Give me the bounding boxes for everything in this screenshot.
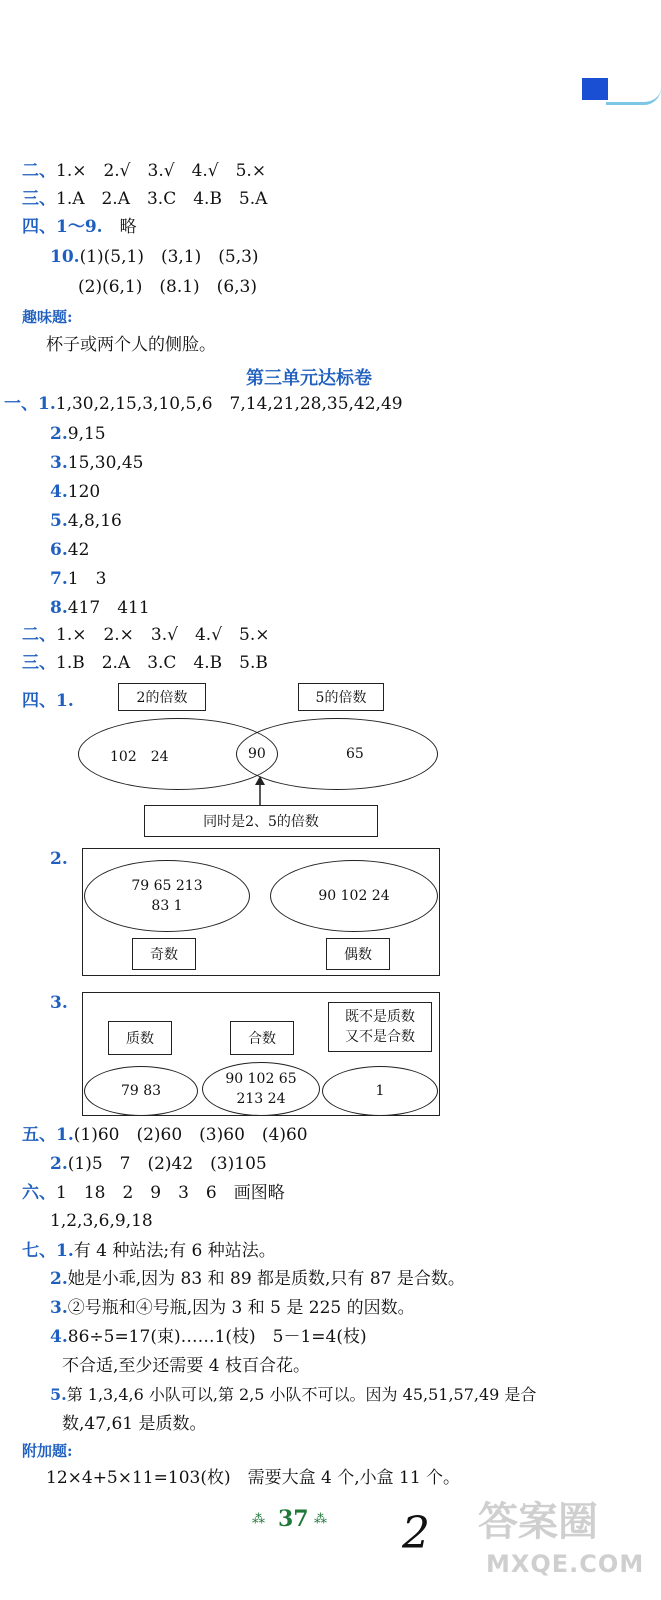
answer-text: 1.× 2.× 3.√ 4.√ 5.× — [56, 625, 270, 645]
answer-text: (1)60 (2)60 (3)60 (4)60 — [73, 1125, 308, 1145]
item-number: 三、 — [22, 189, 56, 209]
answer-line — [50, 246, 259, 268]
answer-line — [50, 1297, 415, 1319]
venn-left-label: 2的倍数 — [118, 683, 206, 711]
item-number: 5. — [50, 511, 68, 531]
unit-title: 第三单元达标卷 — [246, 368, 372, 389]
watermark-url: MXQE.COM — [486, 1550, 645, 1578]
answer-line — [50, 568, 106, 590]
answer-line — [50, 1153, 267, 1175]
answer-text: 她是小乖,因为 83 和 89 都是质数,只有 87 是合数。 — [67, 1269, 465, 1289]
answer-text: 9,15 — [67, 424, 106, 444]
answer-line — [22, 690, 74, 712]
neither-label: 既不是质数 又不是合数 — [328, 1002, 432, 1052]
answer-text: 86÷5=17(束)……1(枝) 5－1=4(枝) — [67, 1327, 367, 1347]
page-number: 37 — [278, 1506, 309, 1532]
item-number: 二、 — [22, 625, 56, 645]
answer-line — [50, 597, 150, 619]
watermark-logo: 答案圈 — [478, 1499, 598, 1545]
answer-line — [46, 1467, 460, 1489]
item-number: 四、1～9. — [22, 217, 103, 237]
answer-text: 120 — [67, 482, 101, 502]
answer-line — [22, 624, 270, 646]
item-number: 8. — [50, 598, 68, 618]
answer-line — [22, 1182, 285, 1204]
venn-left-values: 102 24 — [110, 749, 169, 765]
answer-text: ②号瓶和④号瓶,因为 3 和 5 是 225 的因数。 — [67, 1298, 415, 1318]
answer-text: 1,30,2,15,3,10,5,6 7,14,21,28,35,42,49 — [55, 394, 403, 414]
odd-label: 奇数 — [132, 938, 196, 970]
answer-text: 12×4+5×11=103(枚) 需要大盒 4 个,小盒 11 个。 — [46, 1468, 461, 1488]
answer-text: 1 3 — [67, 569, 107, 589]
venn-bottom-label: 同时是2、5的倍数 — [144, 805, 378, 837]
item-number: 五、1. — [22, 1125, 74, 1145]
composite-values-oval: 90 102 65 213 24 — [202, 1062, 320, 1116]
item-number: 2. — [50, 424, 68, 444]
item-number: 六、 — [22, 1183, 56, 1203]
odd-values-oval: 79 65 213 83 1 — [84, 860, 250, 932]
corner-decoration — [582, 78, 608, 100]
item-number: 4. — [50, 1327, 68, 1347]
item-number: 10. — [50, 247, 80, 267]
answer-line — [50, 452, 143, 474]
answer-line — [46, 334, 216, 356]
corner-wave-decoration — [606, 88, 661, 105]
answer-line — [22, 188, 267, 210]
answer-line — [50, 510, 122, 532]
item-number: 2. — [50, 1154, 68, 1174]
answer-text: 1.× 2.√ 3.√ 4.√ 5.× — [56, 161, 267, 181]
item-number: 3. — [50, 1298, 68, 1318]
answer-text: 1.B 2.A 3.C 4.B 5.B — [56, 653, 268, 673]
answer-text: 42 — [67, 540, 90, 560]
answer-line — [78, 276, 257, 298]
page-number-right-decoration: ⁂ — [314, 1512, 327, 1527]
handwritten-mark: 2 — [402, 1508, 430, 1559]
item-number: 5. — [50, 1385, 67, 1404]
venn-right-label: 5的倍数 — [298, 683, 384, 711]
answer-text: (1)(5,1) (3,1) (5,3) — [79, 247, 259, 267]
answer-line — [4, 393, 403, 415]
item-number: 4. — [50, 482, 68, 502]
item-number: 二、 — [22, 161, 56, 181]
item-number: 七、1. — [22, 1241, 74, 1261]
composite-label: 合数 — [230, 1021, 294, 1055]
answer-line — [50, 481, 100, 503]
answer-line — [22, 652, 268, 674]
answer-text: 4,8,16 — [67, 511, 122, 531]
item-number: 7. — [50, 569, 68, 589]
answer-text: 数,47,61 是质数。 — [62, 1414, 207, 1434]
answer-text: 1 18 2 9 3 6 画图略 — [56, 1183, 285, 1203]
answer-line — [62, 1355, 310, 1377]
item-number: 一、1. — [4, 394, 56, 414]
answer-line — [50, 992, 68, 1014]
venn-right-values: 65 — [346, 746, 364, 762]
item-number: 四、1. — [22, 691, 74, 711]
answer-text: 417 411 — [67, 598, 150, 618]
bonus-label — [22, 1440, 73, 1462]
answer-text: 有 4 种站法;有 6 种站法。 — [73, 1241, 276, 1261]
answer-line — [50, 1384, 536, 1406]
page-number-left-decoration: ⁂ — [252, 1512, 265, 1527]
answer-text: 不合适,至少还需要 4 枝百合花。 — [62, 1356, 311, 1376]
answer-line — [50, 848, 68, 870]
venn-middle-value: 90 — [248, 746, 266, 762]
fun-question-label — [22, 306, 73, 328]
prime-values-oval: 79 83 — [84, 1066, 198, 1116]
answer-line — [50, 1268, 465, 1290]
bonus-label-text: 附加题: — [22, 1442, 73, 1460]
answer-text: 第 1,3,4,6 小队可以,第 2,5 小队不可以。因为 45,51,57,49 是合 — [66, 1385, 537, 1404]
item-number: 3. — [50, 453, 68, 473]
answer-line — [22, 216, 137, 238]
answer-text: (1)5 7 (2)42 (3)105 — [67, 1154, 267, 1174]
answer-line — [62, 1413, 206, 1435]
prime-label: 质数 — [108, 1021, 172, 1055]
answer-text: 15,30,45 — [67, 453, 144, 473]
answer-text: 1.A 2.A 3.C 4.B 5.A — [56, 189, 268, 209]
answer-text: 杯子或两个人的侧脸。 — [46, 335, 216, 355]
item-number: 三、 — [22, 653, 56, 673]
answer-text: 略 — [119, 217, 137, 237]
answer-line — [50, 1210, 153, 1232]
answer-text: 1,2,3,6,9,18 — [50, 1211, 153, 1231]
answer-line — [50, 423, 106, 445]
answer-line — [50, 1326, 367, 1348]
answer-line — [50, 539, 89, 561]
even-values-oval: 90 102 24 — [270, 860, 438, 932]
neither-values-oval: 1 — [322, 1066, 438, 1116]
answer-line — [22, 1124, 308, 1146]
even-label: 偶数 — [326, 938, 390, 970]
answer-line — [22, 1240, 276, 1262]
answer-text: (2)(6,1) (8.1) (6,3) — [78, 277, 257, 297]
item-number: 2. — [50, 1269, 68, 1289]
answer-line — [22, 160, 266, 182]
item-number: 2. — [50, 849, 68, 869]
item-number: 6. — [50, 540, 68, 560]
item-number: 3. — [50, 993, 68, 1013]
fun-label-text: 趣味题: — [22, 308, 73, 326]
